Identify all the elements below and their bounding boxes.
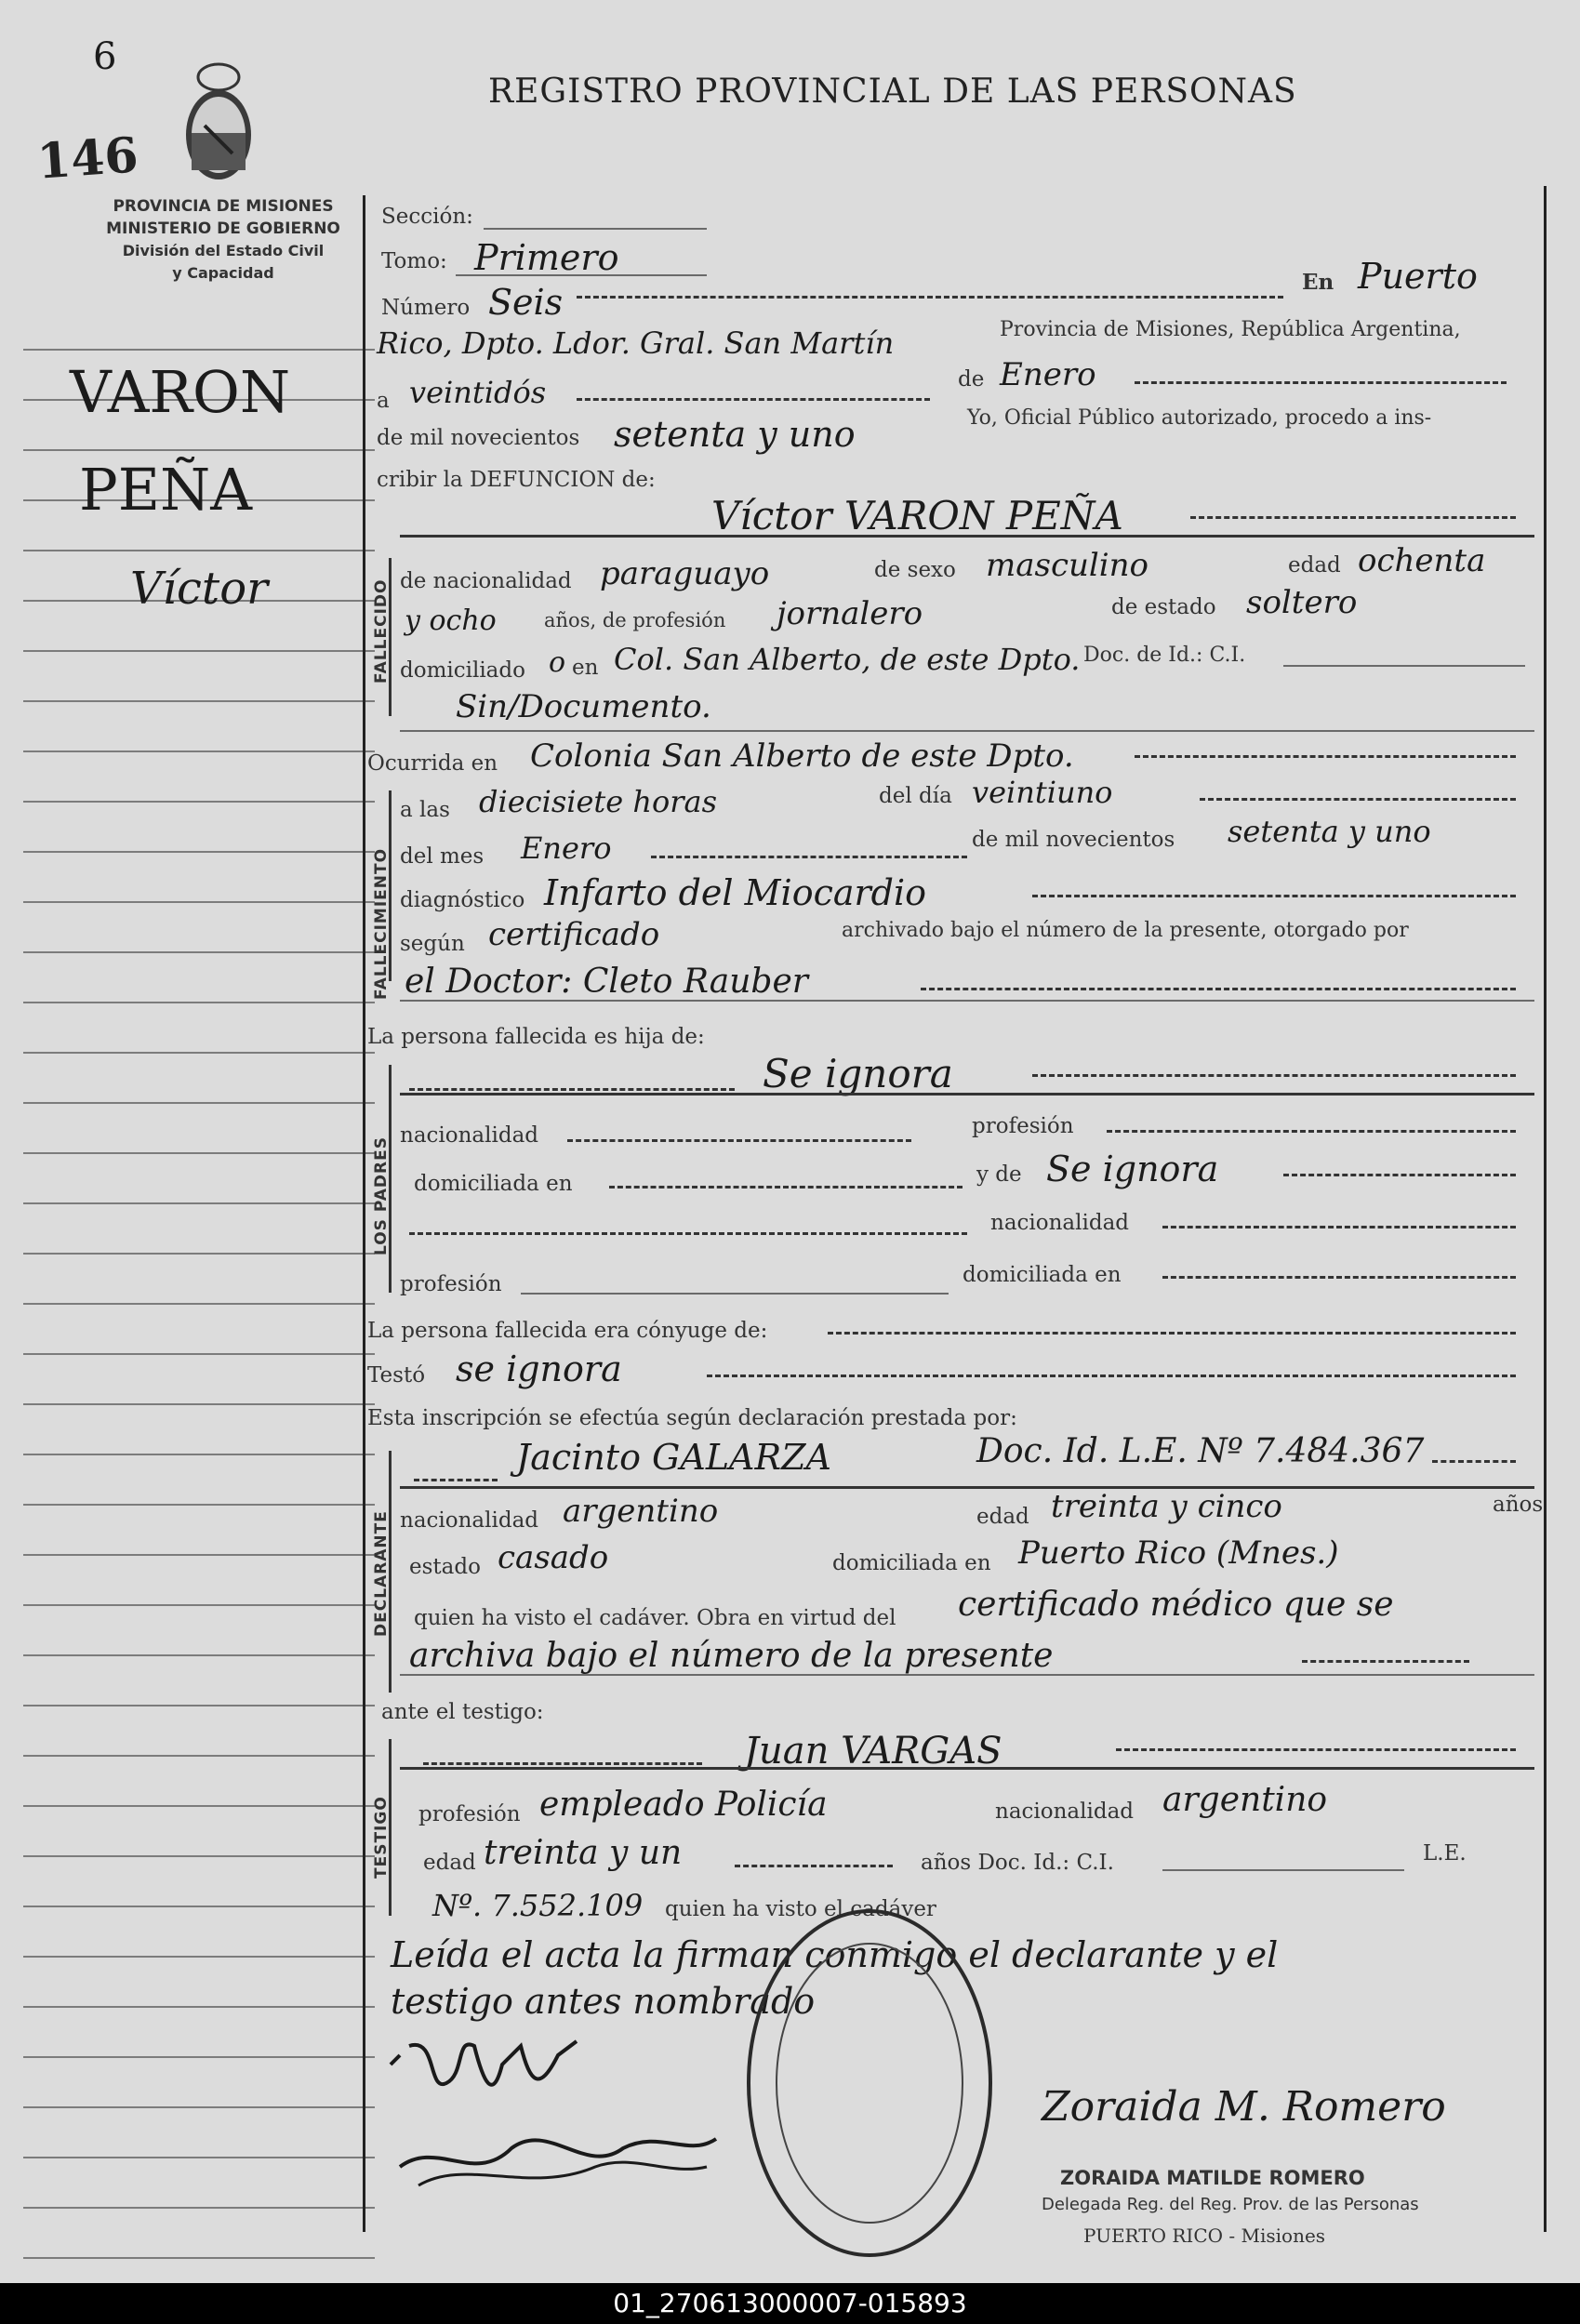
oficial-title: Delegada Reg. del Reg. Prov. de las Personas — [1042, 2195, 1419, 2214]
padre-dashes-right — [1032, 1074, 1516, 1077]
padres-nacionalidad2-dashes — [1162, 1226, 1516, 1228]
margin-rule-line — [23, 1202, 375, 1204]
place-cont: Rico, Dpto. Ldor. Gral. San Martín — [377, 325, 895, 361]
padres-nacionalidad2-label: nacionalidad — [990, 1211, 1130, 1235]
frame-right-border — [1544, 186, 1547, 2232]
ministry-line-4: y Capacidad — [172, 264, 274, 282]
testigo-profesion-value: empleado Policía — [539, 1786, 828, 1824]
margin-rule-line — [23, 2157, 375, 2158]
doc-line — [1283, 665, 1525, 667]
day-value: veintidós — [409, 375, 547, 410]
declarante-edad-value: treinta y cinco — [1051, 1488, 1282, 1525]
padres-domiciliada2-dashes — [1162, 1276, 1516, 1279]
margin-rule-line — [23, 750, 375, 752]
ocurrida-value: Colonia San Alberto de este Dpto. — [530, 737, 1074, 775]
nacionalidad-value: paraguayo — [600, 555, 770, 592]
domiciliado-label: domiciliado — [400, 658, 525, 683]
tomo-value: Primero — [474, 237, 619, 278]
numero-label: Número — [381, 296, 471, 320]
margin-rule-line — [23, 2056, 375, 2058]
margin-rule-line — [23, 650, 375, 652]
archivado-text: archivado bajo el número de la presente, otorgado por — [842, 919, 1409, 942]
declarante-section-label: DECLARANTE — [372, 1510, 391, 1637]
fallecido-section-label: FALLECIDO — [372, 578, 391, 684]
testigo-doc-line — [1162, 1869, 1404, 1871]
del-dia-label: del día — [879, 784, 952, 808]
name-dashes-right — [1190, 516, 1516, 519]
ministry-block — [84, 195, 363, 285]
day-dashes — [577, 398, 930, 401]
estado-label: de estado — [1111, 595, 1216, 619]
testigo-section-label: TESTIGO — [372, 1796, 391, 1879]
segun-value: certificado — [488, 916, 660, 953]
testigo-anos-doc-label: años Doc. Id.: C.I. — [921, 1851, 1114, 1875]
page-title: REGISTRO PROVINCIAL DE LAS PERSONAS — [488, 73, 1297, 111]
conyuge-dashes — [828, 1332, 1516, 1335]
mes-value: Enero — [521, 830, 612, 866]
fallecimiento-section-label: FALLECIMIENTO — [372, 847, 391, 1000]
doc-label: Doc. de Id.: C.I. — [1083, 644, 1246, 667]
doctor-value: el Doctor: Cleto Rauber — [405, 963, 808, 1001]
margin-rule-line — [23, 550, 375, 551]
declarante-visto-dashes — [1302, 1660, 1469, 1663]
madre-line-dashes — [409, 1232, 967, 1235]
margin-rule-line — [23, 1604, 375, 1606]
oficial-place: PUERTO RICO - Misiones — [1083, 2224, 1326, 2247]
margin-rule-line — [23, 1454, 375, 1455]
numero-dashes — [577, 296, 1283, 299]
coat-of-arms-icon — [177, 60, 260, 191]
edad-value: ochenta — [1358, 542, 1486, 579]
declarante-rule — [400, 1486, 1534, 1489]
margin-rule-line — [23, 1855, 375, 1857]
margin-rule-line — [23, 2006, 375, 2008]
margin-rule-line — [23, 901, 375, 903]
testo-dashes — [707, 1374, 1516, 1377]
ocurrida-label: Ocurrida en — [367, 751, 498, 776]
declarante-visto-value: certificado médico que se — [958, 1586, 1394, 1624]
month-dashes — [1135, 381, 1507, 384]
margin-rule-line — [23, 1403, 375, 1405]
month-value: Enero — [1000, 356, 1096, 393]
doc-value: Sin/Documento. — [456, 688, 711, 725]
seccion-line — [484, 228, 707, 230]
testigo-dashes-right — [1116, 1748, 1516, 1751]
declarante-visto-cont: archiva bajo el número de la presente — [409, 1637, 1054, 1675]
declarante-visto-label: quien ha visto el cadáver. Obra en virtud del — [414, 1606, 896, 1630]
testigo-nacionalidad-value: argentino — [1162, 1781, 1328, 1819]
doctor-rule — [400, 1000, 1534, 1002]
numero-value: Seis — [488, 282, 564, 323]
declarante-name: Jacinto GALARZA — [516, 1437, 831, 1478]
testo-value: se ignora — [456, 1348, 622, 1389]
testigo-edad-dashes — [735, 1865, 893, 1867]
declarante-dashes-right — [1432, 1460, 1516, 1463]
margin-rule-line — [23, 1755, 375, 1757]
tomo-label: Tomo: — [381, 249, 447, 273]
inscripcion-label: Esta inscripción se efectúa según declaración prestada por: — [367, 1406, 1017, 1430]
testigo-rule — [400, 1767, 1534, 1770]
file-id-footer: 01_270613000007-015893 — [0, 2283, 1580, 2324]
oficial-signature: Zoraida M. Romero — [1042, 2083, 1446, 2131]
testigo-visto-label: quien ha visto el cadáver — [665, 1897, 936, 1921]
domiciliado-suffix: o — [549, 646, 566, 679]
margin-rule-line — [23, 801, 375, 803]
padres-domiciliada-dashes — [609, 1186, 963, 1189]
fallecimiento-demil-label: de mil novecientos — [972, 828, 1175, 852]
mes-dashes — [651, 856, 967, 858]
edad-label: edad — [1288, 553, 1341, 578]
domicilio-en-label: en — [572, 656, 599, 680]
margin-rule-line — [23, 1705, 375, 1706]
padres-domiciliada-label: domiciliada en — [414, 1172, 573, 1196]
segun-label: según — [400, 932, 465, 956]
margin-rule-line — [23, 2106, 375, 2108]
margin-rule-line — [23, 1805, 375, 1807]
frame-left-border — [363, 195, 365, 2232]
margin-rule-line — [23, 951, 375, 953]
padres-nacionalidad-dashes — [567, 1139, 911, 1142]
padres-profesion-label: profesión — [972, 1114, 1074, 1138]
cribir-text: cribir la DEFUNCION de: — [377, 468, 656, 492]
margin-rule-line — [23, 2257, 375, 2259]
margin-given-name: Víctor — [130, 563, 269, 615]
declarante-doc: Doc. Id. L.E. Nº 7.484.367 — [976, 1432, 1425, 1470]
profesion-value: jornalero — [777, 595, 923, 632]
edad-cont: y ocho — [405, 604, 497, 637]
anos-profesion-label: años, de profesión — [544, 609, 726, 631]
testo-label: Testó — [367, 1363, 426, 1388]
declarante-domiciliada-label: domiciliada en — [832, 1551, 991, 1575]
testigo-le-value: Nº. 7.552.109 — [432, 1888, 644, 1923]
margin-rule-line — [23, 2207, 375, 2209]
page-number: 6 — [93, 35, 117, 78]
dia-dashes — [1200, 798, 1516, 801]
en-label: En — [1302, 270, 1334, 295]
declarante-edad-label: edad — [976, 1505, 1029, 1529]
declarante-signature-icon — [381, 2027, 735, 2204]
hora-value: diecisiete horas — [479, 784, 718, 819]
margin-rule-line — [23, 1504, 375, 1506]
tomo-line — [456, 274, 707, 276]
hija-label: La persona fallecida es hija de: — [367, 1025, 705, 1049]
oficial-text: Yo, Oficial Público autorizado, procedo a ins- — [967, 406, 1432, 430]
margin-rule-line — [23, 1303, 375, 1305]
testigo-profesion-label: profesión — [418, 1802, 521, 1826]
padre-value: Se ignora — [763, 1051, 953, 1096]
testigo-edad-value: treinta y un — [484, 1834, 683, 1872]
padre-rule — [400, 1093, 1534, 1096]
margin-rule-line — [23, 1253, 375, 1255]
cierre-line-2: testigo antes nombrado — [391, 1981, 816, 2022]
conyuge-label: La persona fallecida era cónyuge de: — [367, 1319, 768, 1343]
padres-profesion2-label: profesión — [400, 1272, 502, 1296]
domicilio-value: Col. San Alberto, de este Dpto. — [614, 642, 1081, 677]
en-value: Puerto — [1358, 256, 1478, 297]
testigo-name: Juan VARGAS — [744, 1730, 1002, 1773]
margin-rule-line — [23, 1906, 375, 1907]
cierre-line-1: Leída el acta la firman conmigo el declarante y el — [391, 1934, 1279, 1975]
y-de-label: y de — [976, 1162, 1022, 1187]
margin-surname-2: PEÑA — [79, 456, 252, 524]
margin-rule-line — [23, 700, 375, 702]
padres-nacionalidad-label: nacionalidad — [400, 1123, 539, 1148]
declarante-visto-rule — [400, 1674, 1534, 1676]
margin-rule-line — [23, 1353, 375, 1355]
margin-rule-line — [23, 1654, 375, 1656]
sexo-label: de sexo — [874, 558, 956, 582]
a-label: a — [377, 389, 390, 413]
nacionalidad-label: de nacionalidad — [400, 569, 572, 593]
sexo-value: masculino — [986, 547, 1149, 584]
ocurrida-dashes — [1135, 755, 1516, 758]
fallecido-name: Víctor VARON PEÑA — [711, 493, 1123, 538]
declarante-dashes-left — [414, 1479, 498, 1481]
declarante-estado-label: estado — [409, 1555, 481, 1579]
diagnostico-dashes — [1032, 895, 1516, 897]
declarante-nacionalidad-label: nacionalidad — [400, 1508, 539, 1533]
padres-profesion-dashes — [1107, 1130, 1516, 1133]
ministry-line-1: PROVINCIA DE MISIONES — [113, 197, 334, 216]
diagnostico-label: diagnóstico — [400, 888, 525, 912]
padre-dashes-left — [409, 1088, 735, 1091]
margin-rule-line — [23, 1002, 375, 1003]
madre-value: Se ignora — [1046, 1149, 1219, 1189]
testigo-edad-label: edad — [423, 1851, 476, 1875]
margin-rule-line — [23, 349, 375, 351]
oficial-name: ZORAIDA MATILDE ROMERO — [1060, 2167, 1365, 2189]
ministry-line-2: MINISTERIO DE GOBIERNO — [106, 219, 340, 238]
official-seal-icon — [735, 1897, 1004, 2269]
seccion-label: Sección: — [381, 205, 473, 229]
doc-value-rule — [400, 730, 1534, 732]
testigo-le-label: L.E. — [1423, 1841, 1467, 1866]
margin-rule-line — [23, 449, 375, 451]
padres-section-label: LOS PADRES — [372, 1136, 391, 1255]
ministry-line-3: División del Estado Civil — [122, 242, 325, 259]
padres-domiciliada2-label: domiciliada en — [963, 1263, 1122, 1287]
margin-rule-line — [23, 1052, 375, 1054]
declarante-nacionalidad-value: argentino — [563, 1493, 719, 1530]
estado-value: soltero — [1246, 584, 1358, 621]
margin-rule-line — [23, 1152, 375, 1154]
doctor-dashes — [921, 988, 1516, 990]
margin-rule-line — [23, 1956, 375, 1958]
testigo-dashes-left — [423, 1762, 702, 1765]
declarante-estado-value: casado — [498, 1539, 609, 1576]
fallecido-name-rule — [400, 535, 1534, 538]
a-las-label: a las — [400, 798, 450, 822]
dia-value: veintiuno — [972, 775, 1113, 810]
declarante-domicilio-value: Puerto Rico (Mnes.) — [1018, 1534, 1339, 1572]
diagnostico-value: Infarto del Miocardio — [544, 872, 927, 913]
demil-label: de mil novecientos — [377, 426, 580, 450]
margin-rule-line — [23, 1554, 375, 1556]
margin-surname-1: VARON — [70, 358, 291, 426]
record-stamp: 146 — [35, 126, 140, 191]
padres-profesion2-line — [521, 1293, 949, 1295]
year-value: setenta y uno — [614, 414, 856, 455]
ante-label: ante el testigo: — [381, 1700, 544, 1724]
anio-value: setenta y uno — [1228, 814, 1431, 849]
testigo-nacionalidad-label: nacionalidad — [995, 1799, 1135, 1824]
declarante-anos-label: años — [1493, 1493, 1544, 1517]
de-label: de — [958, 367, 985, 392]
madre-dashes — [1283, 1174, 1516, 1176]
del-mes-label: del mes — [400, 844, 485, 869]
provincia-text: Provincia de Misiones, República Argentina, — [1000, 318, 1461, 341]
margin-rule-line — [23, 851, 375, 853]
margin-rule-line — [23, 1102, 375, 1104]
